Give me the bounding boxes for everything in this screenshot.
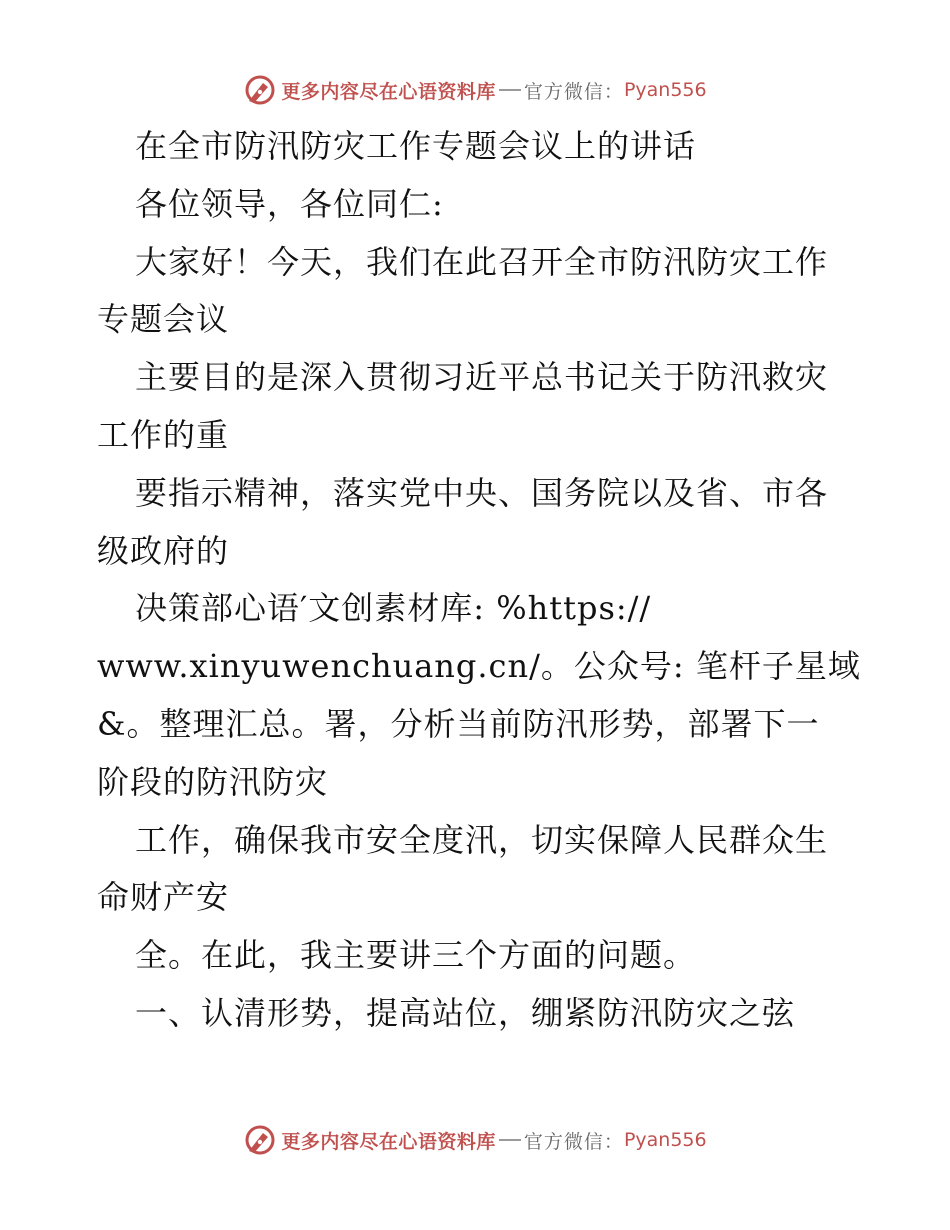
text-line: 专题会议 — [97, 300, 230, 339]
document-body — [97, 118, 861, 1043]
banner-dash — [499, 1139, 521, 1141]
text-line: 工作，确保我市安全度汛，切实保障人民群众生 — [135, 820, 829, 859]
footer-watermark-banner — [0, 1118, 950, 1162]
banner-wechat-id: Pyan556 — [623, 1129, 707, 1151]
banner-wechat-id: Pyan556 — [623, 79, 707, 101]
banner-text: 更多内容尽在心语资料库 — [281, 1130, 496, 1153]
text-line: 全。在此，我主要讲三个方面的问题。 — [135, 936, 697, 975]
text-line: 决策部心语′文创素材库: %https:// — [135, 589, 652, 628]
text-line: 主要目的是深入贯彻习近平总书记关于防汛救灾 — [135, 358, 829, 397]
document-title: 在全市防汛防灾工作专题会议上的讲话 — [135, 127, 697, 165]
pen-nib-logo-icon — [243, 73, 277, 107]
text-line: 大家好！今天，我们在此召开全市防汛防灾工作 — [135, 242, 829, 281]
banner-dash — [499, 89, 521, 91]
banner-official-label: 官方微信： — [523, 80, 624, 103]
section-heading: 一、认清形势，提高站位，绷紧防汛防灾之弦 — [135, 993, 796, 1032]
text-line: 各位领导，各位同仁: — [135, 184, 444, 223]
text-line: 要指示精神，落实党中央、国务院以及省、市各 — [135, 473, 829, 512]
banner-text: 更多内容尽在心语资料库 — [281, 80, 496, 103]
text-line: www.xinyuwenchuang.cn/。公众号: 笔杆子星域 — [97, 647, 861, 686]
text-line: 级政府的 — [97, 531, 230, 570]
header-watermark-banner — [0, 68, 950, 112]
text-line: &。整理汇总。署，分析当前防汛形势，部署下一 — [97, 704, 820, 743]
text-line: 命财产安 — [97, 878, 230, 917]
text-line: 工作的重 — [97, 415, 230, 454]
banner-official-label: 官方微信： — [523, 1130, 624, 1153]
text-line: 阶段的防汛防灾 — [97, 762, 329, 801]
pen-nib-logo-icon — [243, 1123, 277, 1157]
